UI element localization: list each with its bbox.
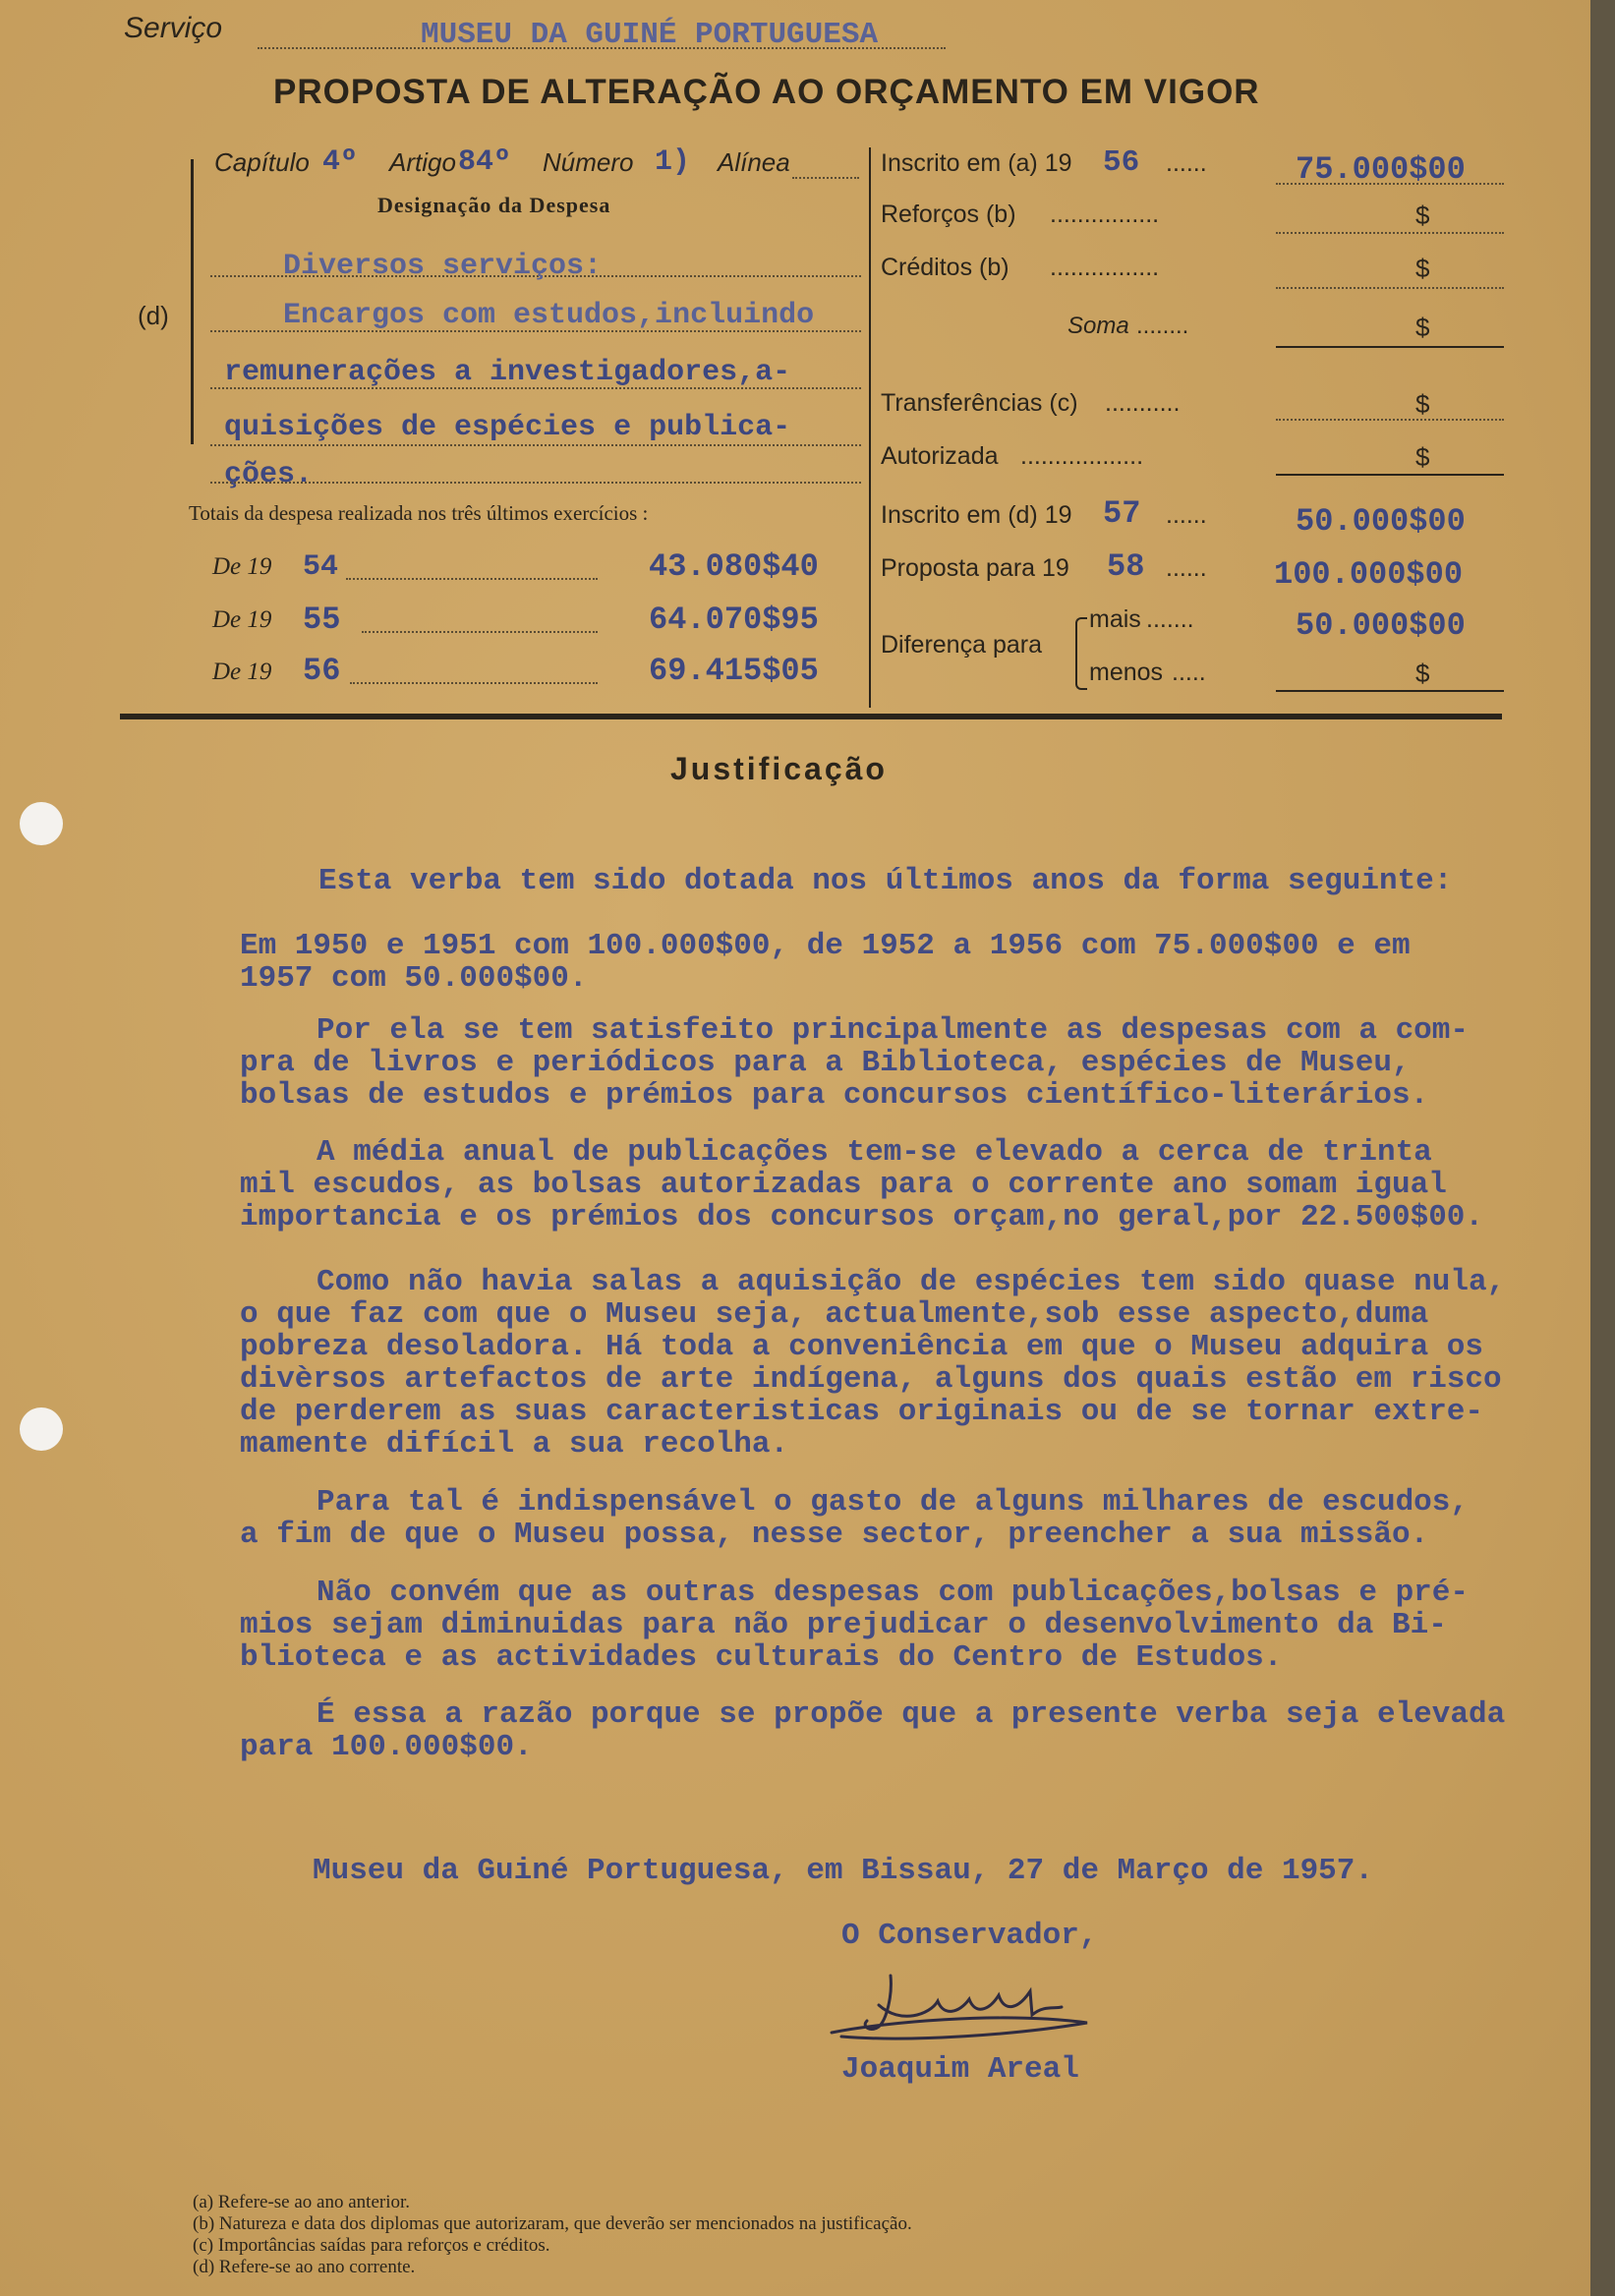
mais-value: 50.000$00 xyxy=(1296,607,1466,644)
inscrito-d-year: 57 xyxy=(1103,495,1141,532)
alinea-label: Alínea xyxy=(718,147,790,177)
capitulo-label: Capítulo xyxy=(214,147,310,177)
justificacao-heading: Justificação xyxy=(670,751,888,786)
paragraph-4-line-3: importancia e os prémios dos concursos orçam,no geral,por 22.500$00. xyxy=(240,1200,1484,1234)
inscrito-a-value: 75.000$00 xyxy=(1296,151,1466,188)
footnote-c: (c) Importâncias saídas para reforços e créditos. xyxy=(193,2235,550,2256)
proposta-dots: ...... xyxy=(1166,554,1207,582)
designacao-line-5: ções. xyxy=(224,458,314,491)
paragraph-6-line-1: Para tal é indispensável o gasto de alguns milhares de escudos, xyxy=(317,1485,1469,1520)
paragraph-5-line-4: divèrsos artefactos de arte indígena, alguns dos quais estão em risco xyxy=(240,1362,1502,1397)
paragraph-3-line-2: pra de livros e periódicos para a Biblioteca, espécies de Museu, xyxy=(240,1046,1411,1080)
proposta-value: 100.000$00 xyxy=(1274,556,1464,593)
handwritten-signature xyxy=(822,1966,1107,2054)
total-row-2-dots xyxy=(362,609,598,633)
inscrito-d-value: 50.000$00 xyxy=(1296,503,1466,540)
footnote-a: (a) Refere-se ao ano anterior. xyxy=(193,2192,411,2212)
total-row-2-prefix: De 19 xyxy=(212,606,272,633)
soma-label: Soma xyxy=(1067,313,1129,339)
total-row-1-amount: 43.080$40 xyxy=(649,548,819,585)
proposta-label: Proposta para 19 xyxy=(881,554,1069,582)
header-separator xyxy=(120,714,1502,719)
paragraph-2-line-2: 1957 com 50.000$00. xyxy=(240,961,588,996)
soma-currency: $ xyxy=(1415,313,1430,342)
panel-divider xyxy=(869,147,871,708)
paragraph-8-line-1: É essa a razão porque se propõe que a presente verba seja elevada xyxy=(317,1697,1506,1732)
designacao-bracket xyxy=(191,159,203,444)
soma-underline xyxy=(1276,326,1504,348)
mais-label: mais xyxy=(1089,605,1141,633)
punch-hole-top xyxy=(20,802,63,845)
menos-label: menos xyxy=(1089,659,1164,686)
menos-underline xyxy=(1276,668,1504,692)
inscrito-d-dots: ...... xyxy=(1166,501,1207,529)
autorizada-label: Autorizada xyxy=(881,442,999,470)
diferenca-bracket xyxy=(1075,617,1087,690)
footnote-d: (d) Refere-se ao ano corrente. xyxy=(193,2257,416,2277)
total-row-1-year: 54 xyxy=(303,550,339,584)
designacao-label: Designação da Despesa xyxy=(377,193,611,217)
soma-dots: ........ xyxy=(1136,313,1189,339)
total-row-3-prefix: De 19 xyxy=(212,659,272,685)
autorizada-underline xyxy=(1276,454,1504,476)
paragraph-5-line-5: de perderem as suas caracteristicas originais ou de se tornar extre- xyxy=(240,1395,1484,1429)
paragraph-7-line-1: Não convém que as outras despesas com publicações,bolsas e pré- xyxy=(317,1576,1469,1610)
artigo-label: Artigo xyxy=(389,147,456,177)
reforcos-underline xyxy=(1276,212,1504,234)
autorizada-dots: .................. xyxy=(1020,442,1144,470)
capitulo-value: 4º xyxy=(322,145,359,179)
total-row-2-amount: 64.070$95 xyxy=(649,602,819,638)
paragraph-5-line-2: o que faz com que o Museu seja, actualmente,sob esse aspecto,duma xyxy=(240,1297,1429,1332)
footnote-b: (b) Natureza e data dos diplomas que autorizaram, que deverão ser mencionados na justificação. xyxy=(193,2213,912,2234)
designacao-line-3: remunerações a investigadores,a- xyxy=(224,356,791,389)
diferenca-label: Diferença para xyxy=(881,631,1042,659)
total-row-3-dots xyxy=(350,660,598,684)
designacao-line-2: Encargos com estudos,incluindo xyxy=(283,299,815,332)
menos-dots: ..... xyxy=(1172,659,1206,686)
alinea-dotted-line xyxy=(792,147,859,179)
paragraph-2-line-1: Em 1950 e 1951 com 100.000$00, de 1952 a 1956 com 75.000$00 e em xyxy=(240,929,1411,963)
signatory-title: O Conservador, xyxy=(841,1919,1098,1953)
creditos-dots: ................ xyxy=(1050,254,1160,281)
inscrito-d-label: Inscrito em (d) 19 xyxy=(881,501,1072,529)
punch-hole-bottom xyxy=(20,1407,63,1451)
paragraph-7-line-2: mios sejam diminuidas para não prejudicar o desenvolvimento da Bi- xyxy=(240,1608,1447,1642)
place-date: Museu da Guiné Portuguesa, em Bissau, 27 de Março de 1957. xyxy=(313,1854,1373,1888)
numero-value: 1) xyxy=(655,145,691,179)
designacao-line-1: Diversos serviços: xyxy=(283,250,603,283)
total-row-3-amount: 69.415$05 xyxy=(649,653,819,689)
inscrito-a-underline xyxy=(1276,165,1504,185)
signatory-name: Joaquim Areal xyxy=(841,2052,1079,2087)
menos-currency: $ xyxy=(1415,659,1430,688)
d-marker: (d) xyxy=(138,301,169,330)
creditos-underline xyxy=(1276,267,1504,289)
paragraph-5-line-1: Como não havia salas a aquisição de espécies tem sido quase nula, xyxy=(317,1265,1506,1299)
totals-label: Totais da despesa realizada nos três últimos exercícios : xyxy=(189,501,649,525)
mais-dots: ....... xyxy=(1146,605,1194,633)
reforcos-currency: $ xyxy=(1415,201,1430,230)
paragraph-1-line-1: Esta verba tem sido dotada nos últimos anos da forma seguinte: xyxy=(318,864,1453,898)
transferencias-dots: ........... xyxy=(1105,389,1181,417)
inscrito-a-dots: ...... xyxy=(1166,149,1207,177)
proposta-year: 58 xyxy=(1107,548,1145,585)
paragraph-7-line-3: blioteca e as actividades culturais do Centro de Estudos. xyxy=(240,1640,1283,1675)
reforcos-label: Reforços (b) xyxy=(881,201,1016,228)
numero-label: Número xyxy=(543,147,634,177)
paragraph-6-line-2: a fim de que o Museu possa, nesse sector, preencher a sua missão. xyxy=(240,1518,1429,1552)
servico-label: Serviço xyxy=(124,12,223,44)
transferencias-currency: $ xyxy=(1415,389,1430,419)
document-title: PROPOSTA DE ALTERAÇÃO AO ORÇAMENTO EM VIGOR xyxy=(273,73,1260,111)
paragraph-5-line-6: mamente difícil a sua recolha. xyxy=(240,1427,789,1462)
servico-value: MUSEU DA GUINÉ PORTUGUESA xyxy=(421,18,879,52)
paragraph-3-line-3: bolsas de estudos e prémios para concursos científico-literários. xyxy=(240,1078,1429,1113)
autorizada-currency: $ xyxy=(1415,442,1430,472)
transferencias-label: Transferências (c) xyxy=(881,389,1078,417)
artigo-value: 84º xyxy=(458,145,512,179)
total-row-3-year: 56 xyxy=(303,653,341,689)
total-row-1-dots xyxy=(346,556,598,580)
creditos-currency: $ xyxy=(1415,254,1430,283)
designacao-line-4: quisições de espécies e publica- xyxy=(224,411,791,444)
total-row-1-prefix: De 19 xyxy=(212,553,272,580)
paragraph-8-line-2: para 100.000$00. xyxy=(240,1730,533,1764)
reforcos-dots: ................ xyxy=(1050,201,1160,228)
paragraph-4-line-2: mil escudos, as bolsas autorizadas para o corrente ano somam igual xyxy=(240,1168,1447,1202)
total-row-2-year: 55 xyxy=(303,602,341,638)
paragraph-4-line-1: A média anual de publicações tem-se elevado a cerca de trinta xyxy=(317,1135,1432,1170)
inscrito-a-year: 56 xyxy=(1103,145,1140,180)
paragraph-3-line-1: Por ela se tem satisfeito principalmente as despesas com a com- xyxy=(317,1013,1469,1048)
paragraph-5-line-3: pobreza desoladora. Há toda a conveniência em que o Museu adquira os xyxy=(240,1330,1484,1364)
creditos-label: Créditos (b) xyxy=(881,254,1009,281)
transferencias-underline xyxy=(1276,399,1504,421)
inscrito-a-label: Inscrito em (a) 19 xyxy=(881,149,1072,177)
